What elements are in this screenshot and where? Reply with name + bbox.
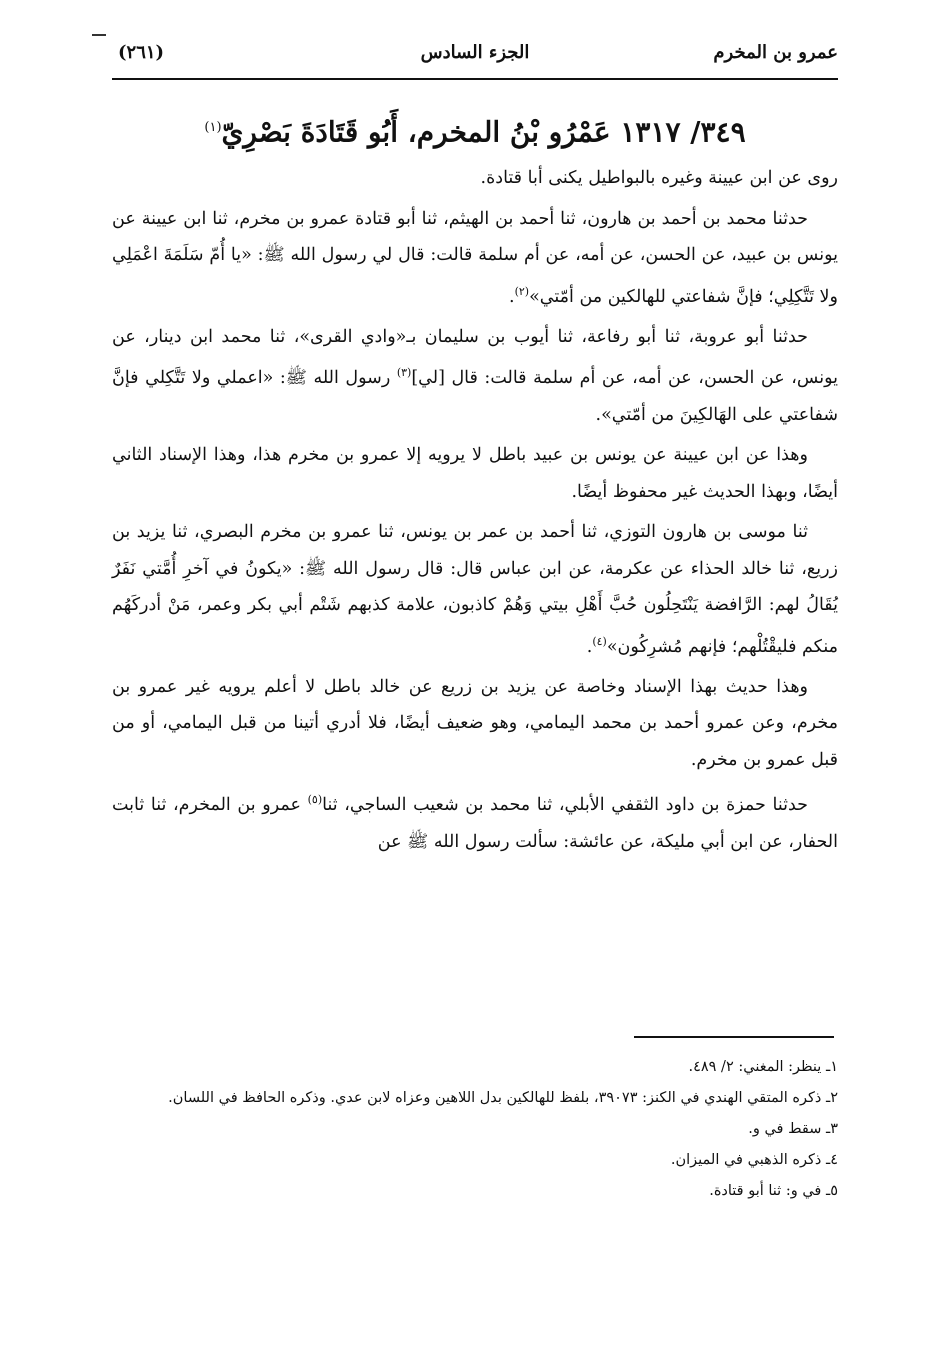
- entry-title: [112, 108, 838, 152]
- paragraph-text: حدثنا أبو عروبة، ثنا أبو رفاعة، ثنا أيوب بن سليمان بـ«وادي القرى»، ثنا محمد ابن دينار، عن يونس، عن الحسن، عن أمه، عن أم سلمة قالت: قال [لي]: [112, 326, 838, 389]
- corner-mark: [92, 34, 106, 36]
- paragraph-tail: عمرو بن المخرم، ثنا ثابت الحفار، عن ابن أبي مليكة، عن عائشة: سألت رسول الله ﷺ عن: [112, 795, 838, 852]
- footnote: ٢ـ ذكره المتقي الهندي في الكنز: ٣٩٠٧٣، بلفظ للهالكين بدل اللاهين وعزاه لابن عدي. وذكره الحافظ في اللسان.: [168, 1090, 838, 1106]
- footnote-ref: (١): [204, 120, 222, 135]
- page-number: (٢٦١): [118, 42, 165, 63]
- page-header: [112, 38, 838, 80]
- main-text: [112, 160, 838, 864]
- paragraph: [112, 782, 838, 860]
- paragraph-tail: .: [509, 286, 515, 307]
- footnotes: [112, 1052, 838, 1207]
- paragraph: [112, 514, 838, 665]
- footnote-ref: (٤): [592, 634, 607, 648]
- footnote: ٣ـ سقط في و.: [748, 1121, 838, 1137]
- paragraph: [112, 319, 838, 433]
- paragraph-text: ثنا موسى بن هارون التوزي، ثنا أحمد بن عمر بن يونس، ثنا عمرو بن مخرم البصري، ثنا يزيد بن زريع، ثنا خالد الحذاء عن عكرمة، عن ابن عباس قال: قال رسول الله ﷺ: «يكونُ في آخرِ أُمَّتي نَفَرٌ يُقَالُ لهم: الرَّافضة يَنْتَحِلُون حُبَّ أَهْلِ بيتي وَهُمْ كاذبون، علامة كذبهم شَتْم أبي بكر وعمر، مَنْ أدركَهُم منكم فليقْتُلْهم؛ فإنهم مُشرِكُون»: [112, 522, 838, 657]
- paragraph-text: حدثنا حمزة بن داود الثقفي الأبلي، ثنا محمد بن شعيب الساجي، ثنا: [322, 795, 808, 816]
- running-head-author: عمرو بن المخرم: [713, 42, 838, 63]
- paragraph-text: وهذا عن ابن عيينة عن يونس بن عبيد باطل لا يرويه إلا عمرو بن مخرم هذا، وهذا الإسناد الثاني أيضًا، وبهذا الحديث غير محفوظ أيضًا.: [112, 445, 838, 502]
- paragraph-tail: .: [586, 636, 593, 657]
- paragraph-tail: رسول الله ﷺ: «اعملي ولا تَتَّكِلي فإنَّ شفاعتي على الهَالكِينَ من أمّتي».: [112, 368, 838, 425]
- paragraph: [112, 201, 838, 315]
- footnote-ref: (٢): [514, 284, 530, 298]
- paragraph-text: روى عن ابن عيينة وغيره بالبواطيل يكنى أبا قتادة.: [480, 168, 838, 188]
- running-head-part: الجزء السادس: [420, 42, 530, 63]
- footnote: ١ـ ينظر: المغني: ٢/ ٤٨٩.: [688, 1059, 838, 1075]
- paragraph-text: حدثنا محمد بن أحمد بن هارون، ثنا أحمد بن الهيثم، ثنا أبو قتادة عمرو بن مخرم، ثنا ابن عيينة عن يونس بن عبيد، عن الحسن، عن أمه، عن أم سلمة قالت: قال لي رسول الله ﷺ: «يا أُمّ سَلَمَةَ اعْمَلِي ولا تَتَّكِلِي؛ فإنَّ شفاعتي للهالكين من أمّتي»: [112, 208, 838, 307]
- footnote: ٤ـ ذكره الذهبي في الميزان.: [670, 1152, 838, 1168]
- footnote-divider: [634, 1036, 834, 1038]
- paragraph-text: وهذا حديث بهذا الإسناد وخاصة عن يزيد بن زريع عن خالد باطل لا أعلم يرويه غير عمرو بن مخرم، وعن عمرو أحمد بن محمد اليمامي، وهو ضعيف أيضًا، فلا أدري أتينا من قبل اليمامي، أو من قبل عمرو بن مخرم.: [112, 676, 838, 770]
- paragraph: [112, 437, 838, 510]
- entry-title-text: ٣٤٩/ ١٣١٧ عَمْرُو بْنُ المخرم، أَبُو قَتَادَةَ بَصْرِيّ: [221, 115, 746, 149]
- paragraph: [112, 669, 838, 779]
- footnote-ref: (٥): [307, 793, 323, 807]
- footnote-ref: (٣): [396, 366, 412, 380]
- footnote: ٥ـ في و: ثنا أبو قتادة.: [709, 1183, 838, 1199]
- paragraph: [112, 160, 838, 197]
